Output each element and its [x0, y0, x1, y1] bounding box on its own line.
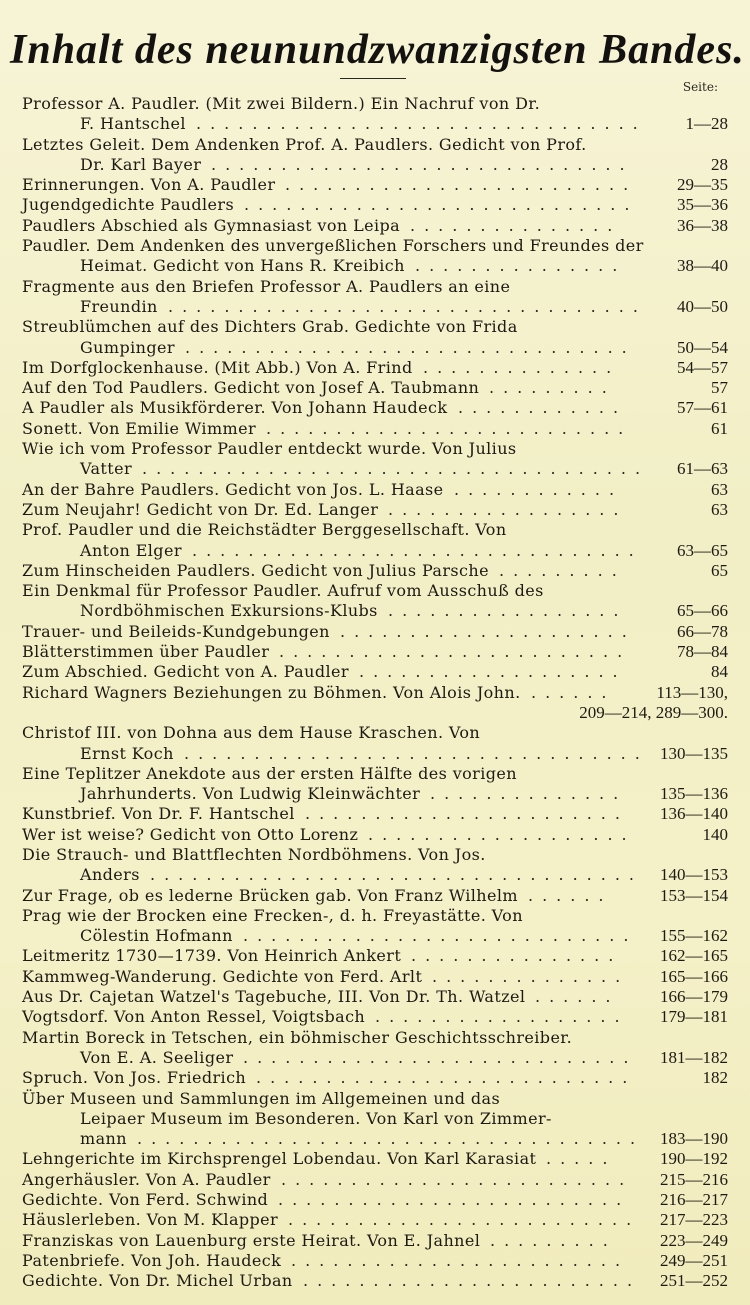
toc-entry-text: Auf den Tod Paudlers. Gedicht von Josef A. Taubmann — [22, 378, 480, 398]
dot-leader: ...... — [535, 987, 620, 1007]
toc-entry — [0, 175, 750, 195]
toc-entry-continuation — [0, 256, 750, 276]
toc-entry-text: Kammweg-Wanderung. Gedichte von Ferd. Arlt — [22, 966, 423, 986]
toc-entry-text: Erinnerungen. Von A. Paudler — [22, 175, 276, 195]
toc-entry — [0, 1170, 750, 1190]
dot-leader: .............. — [430, 784, 628, 804]
toc-page-number: 183—190 — [660, 1129, 728, 1149]
toc-page-number: 165—166 — [660, 966, 728, 986]
toc-entry-text: Blätterstimmen über Paudler — [22, 642, 270, 662]
toc-page-number: 179—181 — [660, 1007, 728, 1027]
toc-entry-text: Prag wie der Brocken eine Frecken-, d. h. Freyastätte. Von — [22, 905, 523, 925]
toc-page-number: 223—249 — [660, 1230, 728, 1250]
toc-page-number: 215—216 — [660, 1169, 728, 1189]
toc-entry — [0, 1089, 750, 1150]
toc-entry-continuation — [0, 1109, 750, 1129]
toc-entry-title — [0, 1190, 750, 1210]
toc-entry — [0, 946, 750, 966]
toc-entry-title — [0, 317, 750, 337]
toc-entry — [0, 723, 750, 764]
toc-entry — [0, 195, 750, 215]
toc-entry — [0, 764, 750, 805]
dot-leader: ...... — [528, 885, 613, 905]
toc-entry-text: Trauer- und Beileids-Kundgebungen — [22, 621, 330, 641]
toc-entry-text: Die Strauch- und Blattflechten Nordböhmens. Von Jos. — [22, 844, 486, 864]
toc-entry-title — [0, 642, 750, 662]
toc-page-number: 251—252 — [660, 1271, 728, 1291]
dot-leader: ................................. — [184, 743, 649, 763]
toc-entry — [0, 398, 750, 418]
toc-entry-text: Im Dorfglockenhause. (Mit Abb.) Von A. Frind — [22, 357, 413, 377]
toc-entry-text: Sonett. Von Emilie Wimmer — [22, 418, 257, 438]
toc-entry-text: Angerhäusler. Von A. Paudler — [22, 1169, 271, 1189]
toc-entry-text: Dr. Karl Bayer — [80, 154, 202, 174]
toc-page-number: 54—57 — [677, 357, 728, 377]
toc-entry-title — [0, 561, 750, 581]
toc-entry-title — [0, 94, 750, 114]
toc-page-number: 84 — [711, 662, 728, 682]
toc-entry — [0, 94, 750, 135]
toc-entry-title — [0, 480, 750, 500]
page-title: Inhalt des neunundzwanzigsten Bandes. — [10, 27, 745, 73]
toc-page-number: 113—130, — [656, 682, 728, 702]
toc-entry-title — [0, 135, 750, 155]
dot-leader: ......................... — [285, 175, 638, 195]
toc-entry — [0, 845, 750, 886]
dot-leader: ...... — [531, 682, 616, 702]
toc-entry-title — [0, 439, 750, 459]
toc-page-number: 65—66 — [677, 601, 728, 621]
toc-entry — [0, 480, 750, 500]
toc-entry-text: Jugendgedichte Paudlers — [22, 195, 235, 215]
toc-entry — [0, 967, 750, 987]
toc-entry-text: Wie ich vom Professor Paudler entdeckt wurde. Von Julius — [22, 439, 517, 459]
toc-entry — [0, 581, 750, 622]
dot-leader: ....................... — [305, 804, 629, 824]
toc-entry-title — [0, 216, 750, 236]
toc-entry-text: Vatter — [80, 459, 133, 479]
dot-leader: ............... — [411, 946, 623, 966]
toc-entry-title — [0, 378, 750, 398]
toc-page-number: 29—35 — [677, 175, 728, 195]
toc-entry-title — [0, 175, 750, 195]
toc-entry-text: Nordböhmischen Exkursions-Klubs — [80, 601, 378, 621]
toc-entry-text: Ernst Koch — [80, 743, 174, 763]
toc-entry-title — [0, 1231, 750, 1251]
toc-entry — [0, 317, 750, 358]
toc-entry — [0, 662, 750, 682]
dot-leader: ........................ — [303, 1271, 642, 1291]
toc-page-number: 28 — [711, 154, 728, 174]
toc-entry-text: Über Museen und Sammlungen im Allgemeinen und das — [22, 1088, 501, 1108]
toc-entry-text: Professor A. Paudler. (Mit zwei Bildern.) Ein Nachruf von Dr. — [22, 94, 541, 113]
toc-entry-continuation — [0, 703, 750, 723]
toc-entry — [0, 520, 750, 561]
toc-page-number: 50—54 — [677, 337, 728, 357]
dot-leader: ............................ — [243, 1047, 638, 1067]
toc-entry — [0, 622, 750, 642]
toc-entry-text: Zum Abschied. Gedicht von A. Paudler — [22, 662, 349, 682]
toc-page-number: 38—40 — [677, 256, 728, 276]
toc-entry-continuation — [0, 114, 750, 134]
toc-entry-title — [0, 1089, 750, 1109]
toc-page-number: 35—36 — [677, 195, 728, 215]
page-column-label: Seite: — [682, 80, 718, 94]
toc-entry-title — [0, 419, 750, 439]
dot-leader: ................................ — [185, 337, 636, 357]
toc-page-number: 153—154 — [660, 885, 728, 905]
toc-entry-text: Jahrhunderts. Von Ludwig Kleinwächter — [80, 784, 421, 804]
dot-leader: ......... — [499, 560, 626, 580]
dot-leader: ................................ — [196, 114, 647, 134]
toc-page-number: 155—162 — [660, 926, 728, 946]
table-of-contents — [0, 94, 750, 1292]
toc-entry-title — [0, 1210, 750, 1230]
toc-entry-title — [0, 1251, 750, 1271]
toc-entry-text: Zur Frage, ob es lederne Brücken gab. Von Franz Wilhelm — [22, 885, 518, 905]
toc-entry — [0, 1271, 750, 1291]
toc-entry-text: Ein Denkmal für Professor Paudler. Aufruf vom Ausschuß des — [22, 581, 544, 601]
toc-entry-text: An der Bahre Paudlers. Gedicht von Jos. L. Haase — [22, 479, 444, 499]
dot-leader: ......................... — [279, 642, 632, 662]
toc-page-number: 61—63 — [677, 459, 728, 479]
toc-entry-title — [0, 906, 750, 926]
toc-page-number: 135—136 — [660, 784, 728, 804]
toc-entry-continuation — [0, 744, 750, 764]
toc-entry — [0, 1007, 750, 1027]
dot-leader: ................. — [388, 601, 628, 621]
dot-leader: ......................... — [288, 1210, 641, 1230]
toc-entry-title — [0, 1007, 750, 1027]
toc-entry-title — [0, 825, 750, 845]
dot-leader: .......................... — [266, 418, 633, 438]
toc-entry-text: Gedichte. Von Dr. Michel Urban — [22, 1271, 293, 1291]
dot-leader: .............. — [432, 966, 630, 986]
toc-page-number: 209—214, 289—300. — [579, 702, 728, 722]
toc-entry — [0, 1251, 750, 1271]
toc-page-number: 78—84 — [677, 642, 728, 662]
dot-leader: ................... — [368, 824, 636, 844]
toc-entry — [0, 886, 750, 906]
toc-entry-text: Leipaer Museum im Besonderen. Von Karl von Zimmer- — [80, 1108, 552, 1128]
toc-entry-continuation — [0, 865, 750, 885]
toc-page-number: 57 — [711, 378, 728, 398]
toc-entry-title — [0, 1068, 750, 1088]
toc-entry-continuation — [0, 1129, 750, 1149]
toc-entry-continuation — [0, 155, 750, 175]
toc-entry-continuation — [0, 297, 750, 317]
toc-page-number: 130—135 — [660, 743, 728, 763]
toc-entry-continuation — [0, 338, 750, 358]
toc-entry-text: Paudler. Dem Andenken des unvergeßlichen Forschers und Freundes der — [22, 236, 644, 256]
toc-entry — [0, 906, 750, 947]
toc-entry-text: mann — [80, 1129, 127, 1149]
toc-entry-title — [0, 622, 750, 642]
dot-leader: ......................... — [281, 1169, 634, 1189]
dot-leader: ........................ — [291, 1250, 630, 1270]
toc-entry — [0, 378, 750, 398]
toc-page-number: 140—153 — [660, 865, 728, 885]
toc-entry-text: Zum Hinscheiden Paudlers. Gedicht von Julius Parsche — [22, 560, 489, 580]
toc-entry-text: Streublümchen auf des Dichters Grab. Gedichte von Frida — [22, 317, 518, 337]
toc-page-number: 249—251 — [660, 1250, 728, 1270]
toc-entry-title — [0, 500, 750, 520]
toc-entry-text: Fragmente aus den Briefen Professor A. Paudlers an eine — [22, 276, 511, 296]
dot-leader: ................................... — [150, 865, 644, 885]
toc-entry-text: F. Hantschel — [80, 114, 186, 134]
dot-leader: .............. — [423, 357, 621, 377]
toc-entry-text: Prof. Paudler und die Reichstädter Berggesellschaft. Von — [22, 520, 507, 540]
dot-leader: .............................. — [211, 154, 634, 174]
toc-entry-text: Cölestin Hofmann — [80, 926, 233, 946]
toc-entry-text: Zum Neujahr! Gedicht von Dr. Ed. Langer — [22, 499, 379, 519]
toc-entry-text: A Paudler als Musikförderer. Von Johann Haudeck — [22, 398, 448, 418]
toc-entry — [0, 825, 750, 845]
toc-entry-text: Richard Wagners Beziehungen zu Böhmen. Von Alois John. — [22, 682, 521, 702]
dot-leader: ............ — [454, 479, 624, 499]
toc-page-number: 63—65 — [677, 540, 728, 560]
toc-entry-title — [0, 845, 750, 865]
dot-leader: ................. — [388, 499, 628, 519]
toc-entry-title — [0, 764, 750, 784]
toc-entry-text: Aus Dr. Cajetan Watzel's Tagebuche, III. Von Dr. Th. Watzel — [22, 987, 526, 1007]
toc-entry-text: Freundin — [80, 296, 158, 316]
toc-entry-title — [0, 1271, 750, 1291]
toc-entry-title — [0, 358, 750, 378]
toc-entry-continuation — [0, 601, 750, 621]
dot-leader: ............................ — [244, 195, 639, 215]
toc-page-number: 66—78 — [677, 621, 728, 641]
toc-page-number: 190—192 — [660, 1149, 728, 1169]
dot-leader: ............... — [410, 215, 622, 235]
toc-entry-text: Lehngerichte im Kirchsprengel Lobendau. Von Karl Karasiat — [22, 1149, 537, 1169]
toc-page-number: 36—38 — [677, 215, 728, 235]
toc-entry — [0, 500, 750, 520]
toc-entry — [0, 1028, 750, 1069]
toc-entry-text: Letztes Geleit. Dem Andenken Prof. A. Paudlers. Gedicht von Prof. — [22, 134, 587, 154]
toc-entry — [0, 236, 750, 277]
toc-entry-text: Paudlers Abschied als Gymnasiast von Leipa — [22, 215, 401, 235]
toc-page-number: 217—223 — [660, 1210, 728, 1230]
toc-entry-title — [0, 1028, 750, 1048]
toc-entry-text: Anton Elger — [80, 540, 182, 560]
toc-entry-text: Kunstbrief. Von Dr. F. Hantschel — [22, 804, 295, 824]
toc-entry-text: Spruch. Von Jos. Friedrich — [22, 1068, 247, 1088]
toc-entry-text: Franziskas von Lauenburg erste Heirat. Von E. Jahnel — [22, 1230, 481, 1250]
dot-leader: .................................... — [142, 459, 650, 479]
dot-leader: .................. — [375, 1007, 629, 1027]
toc-entry-text: Häuslerleben. Von M. Klapper — [22, 1210, 279, 1230]
dot-leader: ............ — [458, 398, 628, 418]
dot-leader: ................... — [359, 662, 627, 682]
toc-page-number: 1—28 — [685, 114, 728, 134]
toc-page-number: 40—50 — [677, 296, 728, 316]
toc-entry-title — [0, 398, 750, 418]
toc-entry-text: Patenbriefe. Von Joh. Haudeck — [22, 1250, 282, 1270]
toc-entry — [0, 683, 750, 724]
toc-entry-text: Eine Teplitzer Anekdote aus der ersten Hälfte des vorigen — [22, 763, 517, 783]
toc-page-number: 61 — [711, 418, 728, 438]
dot-leader: ..................... — [340, 621, 636, 641]
toc-entry-text: Gedichte. Von Ferd. Schwind — [22, 1190, 269, 1210]
toc-entry-text: Vogtsdorf. Von Anton Ressel, Voigtsbach — [22, 1007, 366, 1027]
toc-entry-title — [0, 520, 750, 540]
toc-entry-title — [0, 1170, 750, 1190]
toc-entry-text: Heimat. Gedicht von Hans R. Kreibich — [80, 256, 405, 276]
toc-entry — [0, 1210, 750, 1230]
dot-leader: ......................... — [278, 1190, 631, 1210]
toc-entry-text: Gumpinger — [80, 337, 175, 357]
toc-entry-text: Wer ist weise? Gedicht von Otto Lorenz — [22, 824, 359, 844]
toc-entry — [0, 561, 750, 581]
toc-page-number: 181—182 — [660, 1047, 728, 1067]
toc-entry-title — [0, 662, 750, 682]
toc-entry — [0, 1149, 750, 1169]
toc-entry-text: Christof III. von Dohna aus dem Hause Kraschen. Von — [22, 723, 481, 743]
toc-page-number: 182 — [702, 1068, 728, 1088]
toc-entry-text: Von E. A. Seeliger — [80, 1047, 234, 1067]
toc-page-number: 162—165 — [660, 946, 728, 966]
toc-entry-text: Anders — [80, 865, 140, 885]
toc-entry — [0, 1231, 750, 1251]
dot-leader: ............... — [415, 256, 627, 276]
dot-leader: ................................ — [192, 540, 643, 560]
dot-leader: ........................... — [256, 1068, 637, 1088]
dot-leader: ............................ — [243, 926, 638, 946]
dot-leader: ..... — [546, 1149, 617, 1169]
toc-entry-title — [0, 886, 750, 906]
toc-page-number: 140 — [702, 824, 728, 844]
toc-entry-title — [0, 195, 750, 215]
dot-leader: .................................... — [137, 1129, 645, 1149]
toc-page-number: 63 — [711, 479, 728, 499]
toc-entry-title — [0, 804, 750, 824]
toc-entry-text: Leitmeritz 1730—1739. Von Heinrich Ankert — [22, 946, 402, 966]
toc-page-number: 63 — [711, 499, 728, 519]
title-divider — [340, 78, 406, 79]
dot-leader: .................................. — [168, 296, 647, 316]
toc-entry — [0, 987, 750, 1007]
dot-leader: ......... — [489, 378, 616, 398]
toc-entry-continuation — [0, 1048, 750, 1068]
toc-entry-title — [0, 236, 750, 256]
toc-entry-continuation — [0, 926, 750, 946]
toc-entry-title — [0, 723, 750, 743]
toc-entry-title — [0, 946, 750, 966]
toc-entry — [0, 642, 750, 662]
toc-entry — [0, 277, 750, 318]
toc-entry — [0, 135, 750, 176]
toc-entry — [0, 1068, 750, 1088]
toc-entry — [0, 358, 750, 378]
toc-entry — [0, 419, 750, 439]
toc-entry-text: Martin Boreck in Tetschen, ein böhmischer Geschichtsschreiber. — [22, 1027, 573, 1047]
toc-entry — [0, 216, 750, 236]
toc-page-number: 216—217 — [660, 1190, 728, 1210]
toc-entry-continuation — [0, 459, 750, 479]
toc-entry-continuation — [0, 541, 750, 561]
toc-entry-title — [0, 967, 750, 987]
toc-entry — [0, 439, 750, 480]
toc-entry-title — [0, 277, 750, 297]
toc-page-number: 166—179 — [660, 987, 728, 1007]
toc-entry-continuation — [0, 784, 750, 804]
toc-page-number: 65 — [711, 560, 728, 580]
toc-entry-title — [0, 581, 750, 601]
toc-entry-title — [0, 1149, 750, 1169]
toc-page-number: 136—140 — [660, 804, 728, 824]
toc-entry-title — [0, 987, 750, 1007]
toc-entry — [0, 1190, 750, 1210]
dot-leader: ......... — [490, 1230, 617, 1250]
toc-entry-title — [0, 683, 750, 703]
toc-page-number: 57—61 — [677, 398, 728, 418]
toc-entry — [0, 804, 750, 824]
